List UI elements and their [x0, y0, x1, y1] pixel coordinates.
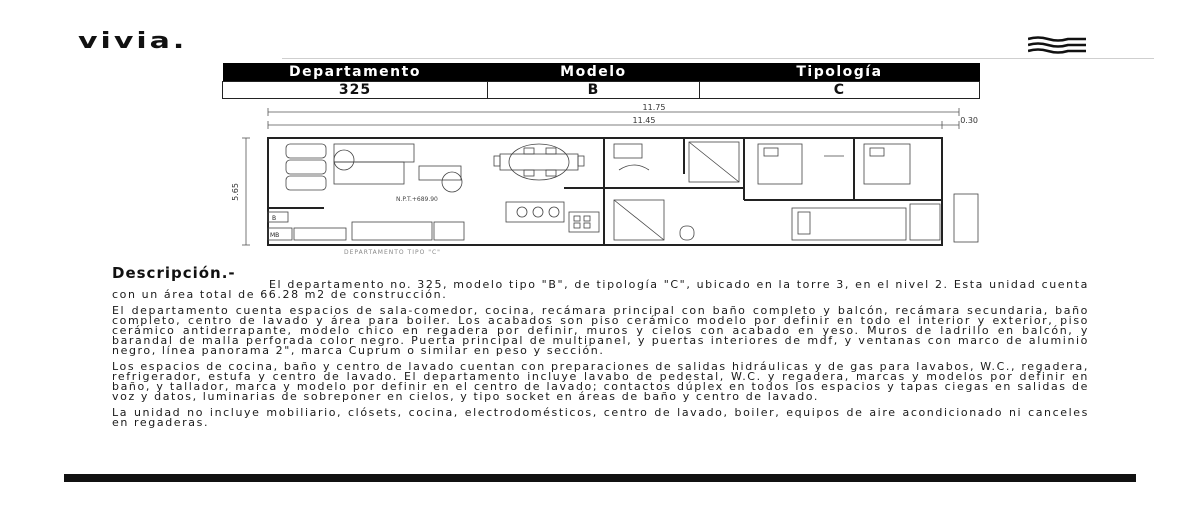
table-row	[223, 82, 980, 99]
brand-logo: vivia.	[78, 27, 188, 54]
header-departamento: Departamento	[223, 63, 488, 82]
dim-height: 5.65	[231, 183, 240, 201]
value-tipologia: C	[699, 82, 979, 99]
label-b: B	[272, 215, 277, 222]
table-header-row	[223, 63, 980, 82]
floor-plan	[224, 100, 984, 260]
dim-wall: 0.30	[960, 116, 978, 125]
value-departamento: 325	[223, 82, 488, 99]
header-modelo: Modelo	[487, 63, 699, 82]
dim-total: 11.75	[642, 103, 666, 112]
description-body	[112, 280, 1089, 434]
dim-inner: 11.45	[632, 116, 656, 125]
plan-caption: DEPARTAMENTO TIPO "C"	[344, 249, 441, 256]
description-paragraph: El departamento no. 325, modelo tipo "B", de tipología "C", ubicado en la torre 3, en el nivel 2. Esta unidad cuenta con un área total de 66.28 m2 de construcción.	[112, 278, 1089, 301]
header-divider	[282, 58, 1154, 59]
description-title: Descripción.-	[112, 264, 236, 282]
label-mb: MB	[270, 232, 280, 239]
value-modelo: B	[487, 82, 699, 99]
level-label: N.P.T.+689.90	[396, 196, 438, 203]
spec-sheet	[44, 0, 1156, 507]
footer-bar	[64, 474, 1136, 482]
description-paragraph: El departamento cuenta espacios de sala-comedor, cocina, recámara principal con baño completo y balcón, recámara secundaria, baño completo, centro de lavado y área para boiler. Los acabados son piso cerámico modelo por definir en todo el interior y exterior, piso cerámico antiderrapante, modelo chico en regadera por definir, muros y cielos con acabado en yeso. Muros de ladrillo en balcón, y barandal de malla perforada color negro. Puerta principal de multipanel, y puertas interiores de mdf, y ventanas con marco de aluminio negro, línea panorama 2", marca Cuprum o similar en peso y sección.	[112, 304, 1089, 357]
description-paragraph: Los espacios de cocina, baño y centro de lavado cuentan con preparaciones de salidas hidráulicas y de gas para lavabos, W.C., regadera, refrigerador, estufa y centro de lavado. El departamento incluye lavabo de pedestal, W.C. y regadera, marcas y modelos por definir en baño, y tallador, marca y modelo por definir en el centro de lavado; contactos dúplex en todos los espacios y tapas ciegas en salidas de voz y datos, luminarias de sobreponer en cielos, y tipo socket en áreas de baño y centro de lavado.	[112, 360, 1089, 403]
hamburger-menu-icon[interactable]	[1028, 36, 1086, 54]
header-tipologia: Tipología	[699, 63, 979, 82]
unit-spec-table	[222, 63, 980, 99]
description-paragraph: La unidad no incluye mobiliario, clósets, cocina, electrodomésticos, centro de lavado, boiler, equipos de aire acondicionado ni canceles en regaderas.	[112, 406, 1089, 429]
